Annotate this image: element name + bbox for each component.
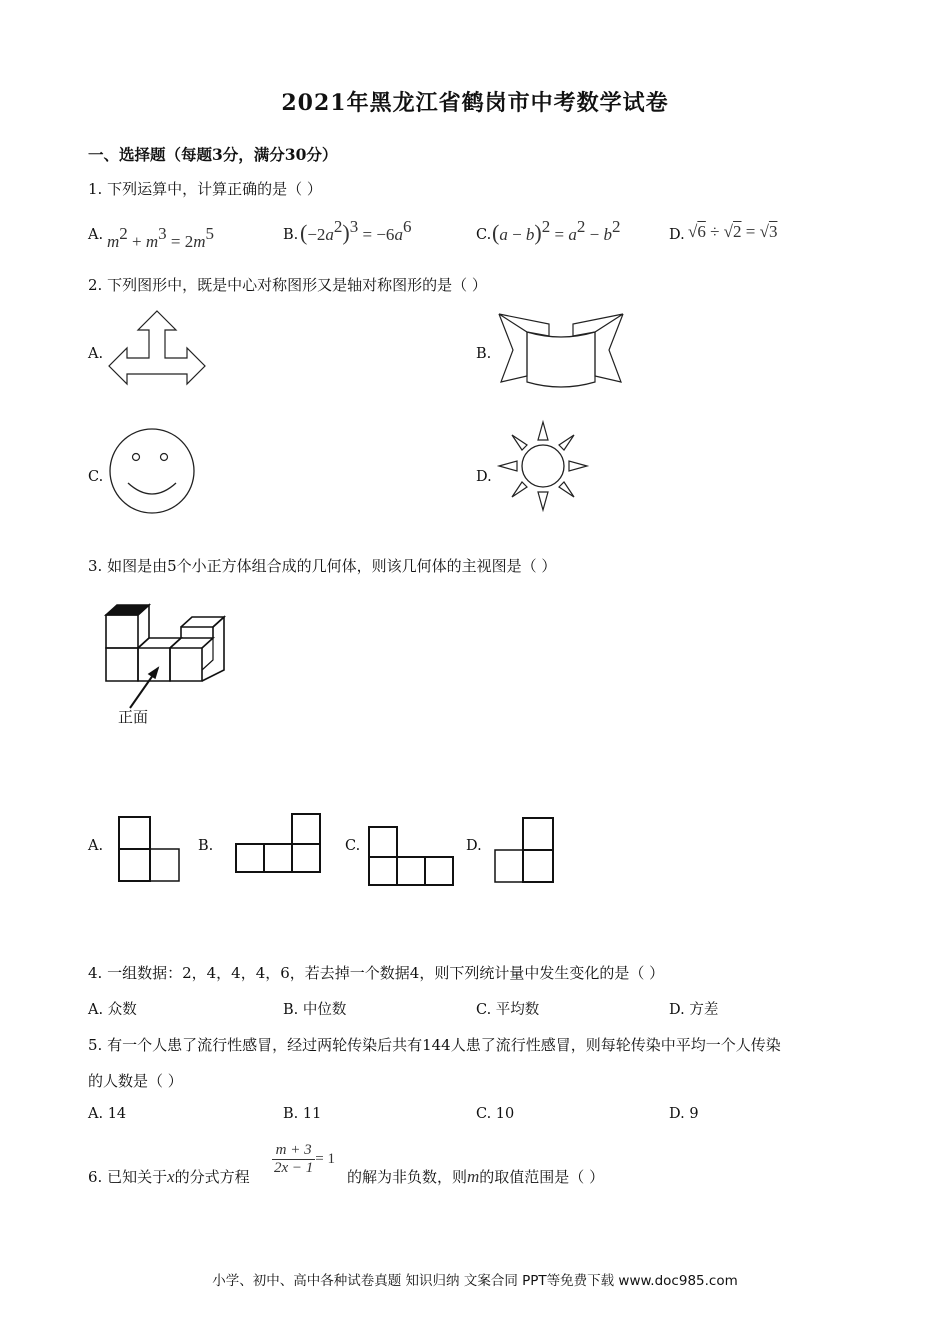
q6-fraction-denominator: 2x − 1 <box>274 1160 314 1176</box>
q6-var-m: m <box>467 1167 480 1186</box>
q5-option-a: A. 14 <box>88 1106 127 1122</box>
q6-suffix-b: 的取值范围是（ ） <box>479 1168 605 1186</box>
q1-option-b-label: B. <box>283 227 299 243</box>
front-view-option-a <box>117 815 181 883</box>
front-view-option-d <box>493 816 557 884</box>
question-6-stem <box>88 1166 250 1187</box>
q2-option-d-label: D. <box>476 469 492 485</box>
q3-option-a-label: A. <box>88 838 104 854</box>
q5-option-c: C. 10 <box>476 1106 515 1122</box>
q1-option-b-expression: $(-2a^2)^3 = -6a^6$ <box>300 217 412 245</box>
question-6-suffix <box>347 1166 604 1187</box>
q1-option-c-label: C. <box>476 227 492 243</box>
q1-option-d-label: D. <box>669 227 685 243</box>
q4-option-d: D. 方差 <box>669 1002 719 1018</box>
page-title: 2021年黑龙江省鹤岗市中考数学试卷 <box>281 90 669 116</box>
question-3-stem: 3. 如图是由5个小正方体组合成的几何体，则该几何体的主视图是（ ） <box>88 557 557 575</box>
q5-option-b: B. 11 <box>283 1106 322 1122</box>
page-footer: 小学、初中、高中各种试卷真题 知识归纳 文案合同 PPT等免费下载 www.doc985.com <box>212 1273 738 1289</box>
smiley-face-figure <box>108 427 196 515</box>
front-view-option-b <box>234 812 324 874</box>
q1-option-c-expression: $(a - b)^2 = a^2 - b^2$ <box>492 217 621 245</box>
q1-option-d-expression: √6 ÷ √2 = √3 <box>688 222 778 241</box>
q6-suffix-a: 的解为非负数，则 <box>347 1168 468 1186</box>
q3-option-b-label: B. <box>198 838 214 854</box>
question-5-stem-line1: 5. 有一个人患了流行性感冒，经过两轮传染后共有144人患了流行性感冒，则每轮传染中平均一个人传染 <box>88 1036 781 1054</box>
q3-option-d-label: D. <box>466 838 482 854</box>
q1-option-a-expression: $m^2 + m^3 = 2m^5$ <box>107 224 215 251</box>
q2-option-a-label: A. <box>88 346 104 362</box>
q4-option-c: C. 平均数 <box>476 1002 540 1018</box>
q4-option-b: B. 中位数 <box>283 1002 347 1018</box>
q6-var-x: x <box>167 1167 175 1186</box>
front-view-label: 正面 <box>118 708 149 726</box>
q4-option-a: A. 众数 <box>88 1002 137 1018</box>
ribbon-banner-figure <box>497 312 627 392</box>
q6-middle: 的分式方程 <box>174 1168 250 1186</box>
q3-option-c-label: C. <box>345 838 361 854</box>
q2-option-c-label: C. <box>88 469 104 485</box>
q5-option-d: D. 9 <box>669 1106 699 1122</box>
q6-equals-one: = 1 <box>315 1151 335 1167</box>
q1-option-a-label: A. <box>88 227 104 243</box>
three-way-arrow-figure <box>108 310 208 392</box>
q6-fraction-numerator: m + 3 <box>272 1142 315 1160</box>
sun-figure <box>497 420 589 512</box>
q6-fraction <box>272 1142 335 1177</box>
q2-option-b-label: B. <box>476 346 492 362</box>
section-heading: 一、选择题（每题3分，满分30分） <box>88 145 338 164</box>
question-2-stem: 2. 下列图形中，既是中心对称图形又是轴对称图形的是（ ） <box>88 276 487 294</box>
question-5-stem-line2: 的人数是（ ） <box>88 1072 183 1090</box>
q6-prefix: 6. 已知关于 <box>88 1168 168 1186</box>
front-view-option-c <box>367 825 457 887</box>
question-4-stem: 4. 一组数据：2，4，4，4，6，若去掉一个数据4，则下列统计量中发生变化的是（ ） <box>88 964 665 982</box>
question-1-stem: 1. 下列运算中，计算正确的是（ ） <box>88 180 322 198</box>
